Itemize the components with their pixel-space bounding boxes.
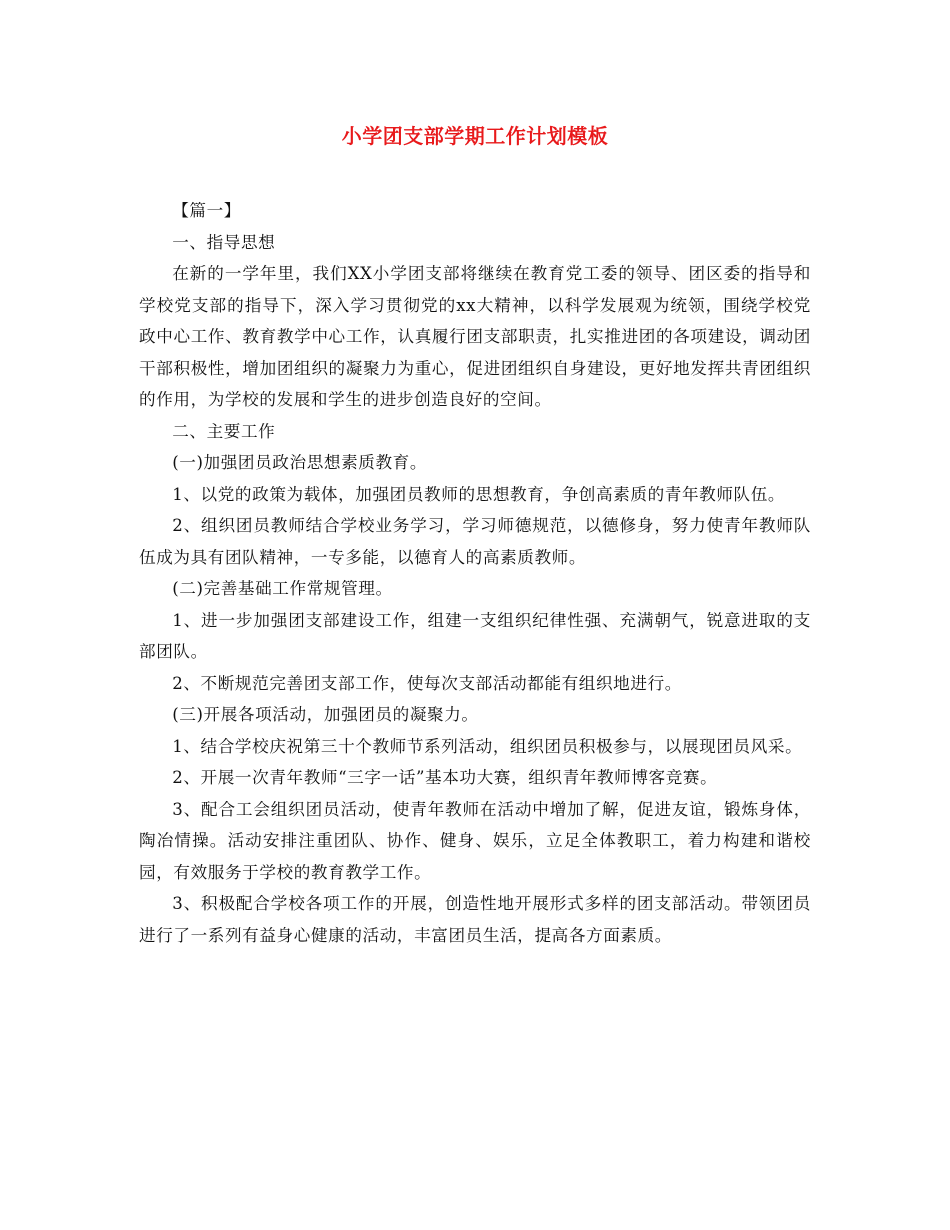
list-item: 3、配合工会组织团员活动，使青年教师在活动中增加了解，促进友谊，锻炼身体，陶冶情操。活动安排注重团队、协作、健身、娱乐，立足全体教职工，着力构建和谐校园，有效服务于学校的教育教学工作。 [139,799,811,882]
subheading-3: (三)开展各项活动，加强团员的凝聚力。 [172,705,479,724]
subheading-1: (一)加强团员政治思想素质教育。 [172,453,428,472]
paragraph-guiding-ideology: 在新的一学年里，我们XX小学团支部将继续在教育党工委的领导、团区委的指导和学校党支部的指导下，深入学习贯彻党的xx大精神，以科学发展观为统领，围绕学校党政中心工作、教育教学中心工作，认真履行团支部职责，扎实推进团的各项建设，调动团干部积极性，增加团组织的凝聚力为重心，促进团组织自身建设，更好地发挥共青团组织的作用，为学校的发展和学生的进步创造良好的空间。 [139,264,811,409]
heading-main-work: 二、主要工作 [172,421,276,441]
list-item: 1、结合学校庆祝第三十个教师节系列活动，组织团员积极参与，以展现团员风采。 [172,736,803,756]
heading-guiding-ideology: 一、指导思想 [172,232,276,252]
list-item: 2、组织团员教师结合学校业务学习，学习师德规范，以德修身，努力使青年教师队伍成为具有团队精神，一专多能，以德育人的高素质教师。 [139,516,811,567]
section-tag: 【篇一】 [172,201,241,220]
subheading-2: (二)完善基础工作常规管理。 [172,579,393,598]
list-item: 3、积极配合学校各项工作的开展，创造性地开展形式多样的团支部活动。带领团员进行了一系列有益身心健康的活动，丰富团员生活，提高各方面素质。 [139,894,811,945]
list-item: 1、以党的政策为载体，加强团员教师的思想教育，争创高素质的青年教师队伍。 [172,484,786,504]
list-item: 1、进一步加强团支部建设工作，组建一支组织纪律性强、充满朝气，锐意进取的支部团队。 [139,610,811,661]
list-item: 2、不断规范完善团支部工作，使每次支部活动都能有组织地进行。 [172,673,682,693]
document-title: 小学团支部学期工作计划模板 [341,124,609,148]
list-item: 2、开展一次青年教师“三字一话”基本功大赛，组织青年教师博客竞赛。 [172,768,718,787]
document-body [139,195,811,951]
